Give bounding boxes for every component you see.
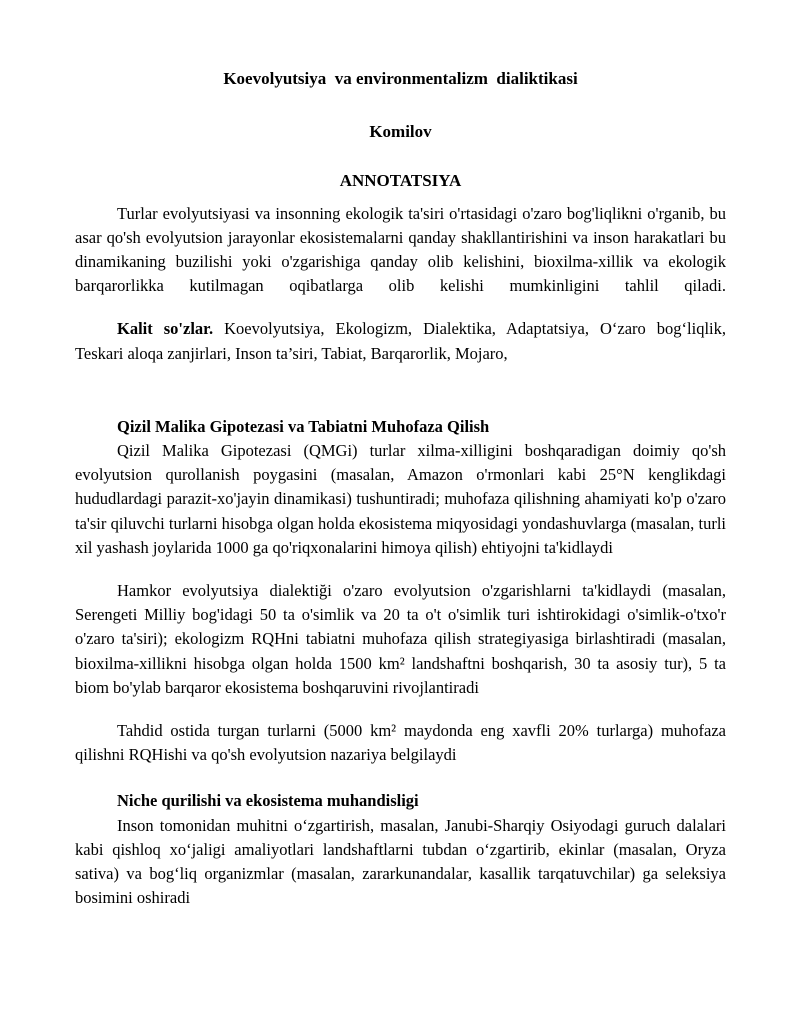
annotation-heading: ANNOTATSIYA: [339, 171, 462, 191]
section-1-paragraph-1: Qizil Malika Gipotezasi (QMGi) turlar xilma-xilligini boshqaradigan doimiy qo'sh evolyutsion qurollanish poygasini (masalan, Amazon o'rmonlari kabi 25°N kenglikdagi hududlardagi parazit-xo'jayin dinamikasi) tushuntiradi; muhofaza qilishning ahamiyati ko'p o'zaro ta'sir qiluvchi turlarni hisobga olgan holda ekosistema miqyosidagi yondashuvlarga (masalan, turli xil yashash joylarida 1000 ga qo'riqxonalarini himoya qilish) ehtiyojni ta'kidlaydi: [75, 441, 726, 557]
keywords-text: Koevolyutsiya, Ekologizm, Dialektika, Adaptatsiya, O‘zaro bog‘liqlik, Teskari aloqa zanjirlari, Inson ta’siri, Tabiat, Barqarorlik, Mojaro,: [75, 319, 726, 363]
section-2-heading: Niche qurilishi va ekosistema muhandisligi: [117, 791, 419, 811]
author-name: Komilov: [369, 122, 432, 142]
section-2-paragraph-1: Inson tomonidan muhitni o‘zgartirish, masalan, Janubi-Sharqiy Osiyodagi guruch dalalari kabi qishloq xo‘jaligi amaliyotlari landshaftlarni tubdan o‘zgartirib, ekinlar (masalan, Oryza sativa) va bog‘liq organizmlar (masalan, zararkunandalar, kasallik tarqatuvchilar) ga seleksiya bosimini oshiradi: [75, 815, 726, 908]
keywords-paragraph: [75, 317, 726, 365]
keywords-label: Kalit so'zlar.: [117, 319, 214, 339]
section-1-paragraph-3: Tahdid ostida turgan turlarni (5000 km² maydonda eng xavfli 20% turlarga) muhofaza qilishni RQHishi va qo'sh evolyutsion nazariya belgilaydi: [75, 721, 726, 765]
section-1-paragraph-2: Hamkor evolyutsiya dialektiği o'zaro evolyutsion o'zgarishlarni ta'kidlaydi (masalan, Serengeti Milliy bog'idagi 50 ta o'simlik va 20 ta o't o'simlik turi ishtirokidagi o'simlik-o'txo'r o'zaro ta'siri); ekologizm RQHni tabiatni muhofaza qilish strategiyasiga birlashtiradi (masalan, bioxilma-xillikni hisobga olgan holda 1500 km² landshaftni boshqarish, 30 ta asosiy tur), 5 ta biom bo'ylab barqaror ekosistema boshqaruvini rivojlantiradi: [75, 581, 726, 697]
document-title: Koevolyutsiya va environmentalizm dialiktikasi: [223, 69, 578, 88]
abstract-paragraph: Turlar evolyutsiyasi va insonning ekologik ta'siri o'rtasidagi o'zaro bog'liqlikni o'rganib, bu asar qo'sh evolyutsion jarayonlar ekosistemalarni qanday shakllantirishini va inson harakatlari bu dinamikaning buzilishi yoki o'zgarishiga qanday olib kelishini, bioxilma-xillik va ekologik barqarorlikka kutilmagan oqibatlarga olib kelishi mumkinligini tahlil qiladi.: [75, 203, 726, 296]
section-1-heading: Qizil Malika Gipotezasi va Tabiatni Muhofaza Qilish: [117, 416, 490, 436]
